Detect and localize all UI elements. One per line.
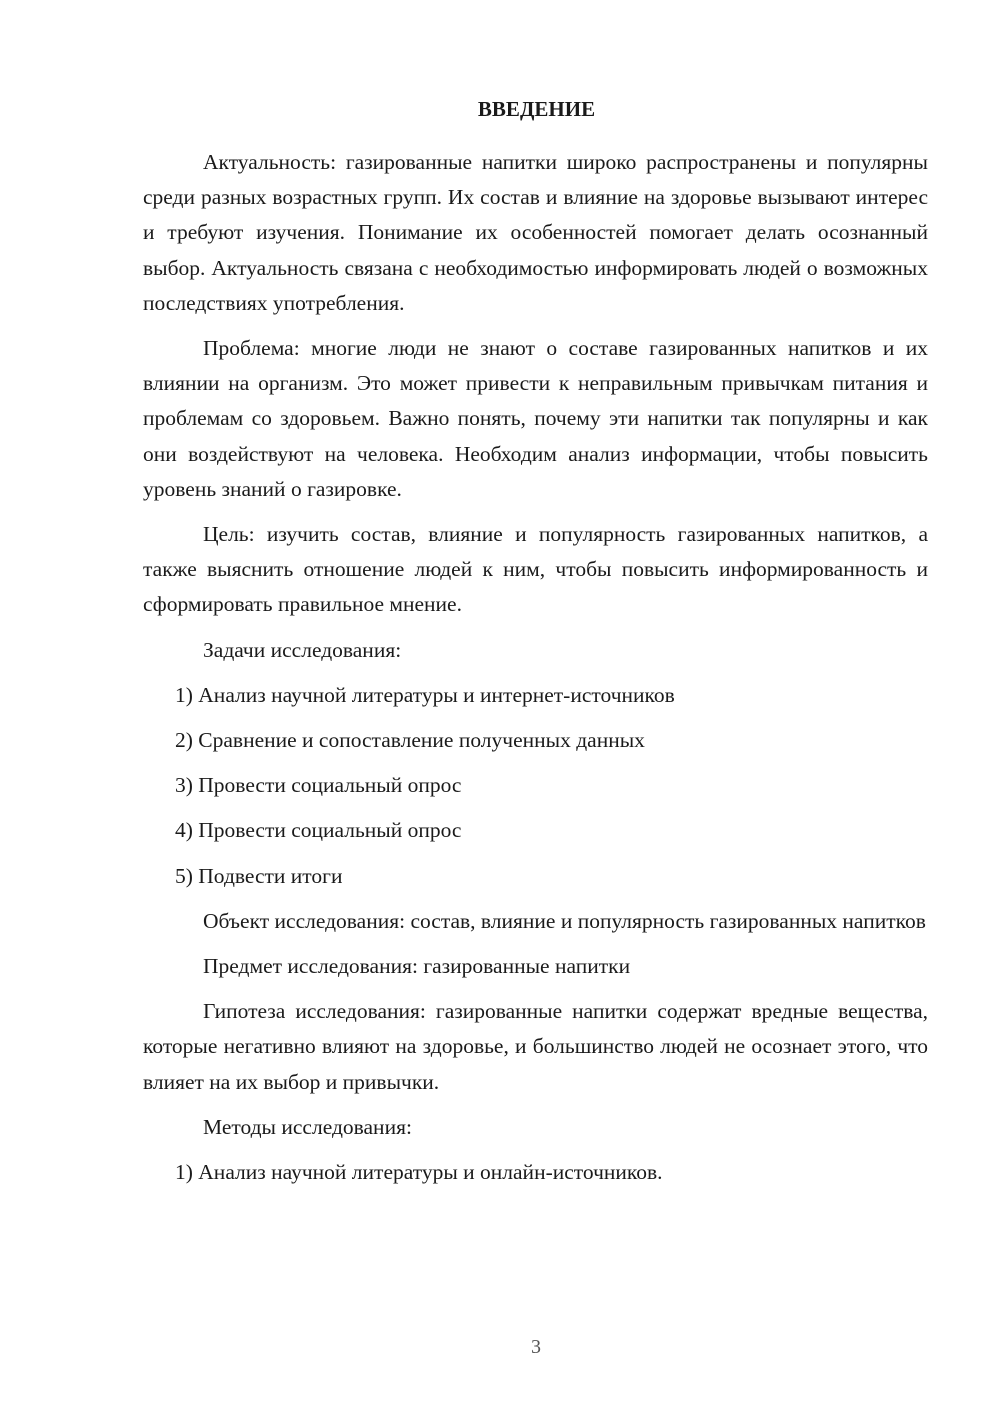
object-paragraph: Объект исследования: состав, влияние и популярность газированных напитков <box>203 908 926 933</box>
subject-paragraph: Предмет исследования: газированные напитки <box>203 954 631 979</box>
tasks-list <box>143 678 928 894</box>
task-item: 3) Провести социальный опрос <box>175 773 462 798</box>
relevance-paragraph: Актуальность: газированные напитки широко распространены и популярны среди разных возрастных групп. Их состав и влияние на здоровье вызывают интерес и требуют изучения. Понимание их особенностей помогает делать осознанный выбор. Актуальность связана с необходимостью информировать людей о возможных последствиях употребления. <box>143 150 928 315</box>
page-number: 3 <box>531 1336 541 1358</box>
goal-paragraph: Цель: изучить состав, влияние и популярность газированных напитков, а также выяснить отношение людей к ним, чтобы повысить информированность и сформировать правильное мнение. <box>143 522 928 617</box>
tasks-heading: Задачи исследования: <box>203 637 402 662</box>
method-item: 1) Анализ научной литературы и онлайн-источников. <box>175 1160 663 1185</box>
task-item: 2) Сравнение и сопоставление полученных данных <box>175 728 645 753</box>
document-page <box>143 95 928 1200</box>
section-title: ВВЕДЕНИЕ <box>477 97 596 121</box>
problem-paragraph: Проблема: многие люди не знают о составе газированных напитков и их влиянии на организм. Это может привести к неправильным привычкам питания и проблемам со здоровьем. Важно понять, почему эти напитки так популярны и как они воздействуют на человека. Необходим анализ информации, чтобы повысить уровень знаний о газировке. <box>143 336 928 501</box>
methods-heading: Методы исследования: <box>203 1114 412 1139</box>
task-item: 1) Анализ научной литературы и интернет-источников <box>175 682 675 707</box>
hypothesis-paragraph: Гипотеза исследования: газированные напитки содержат вредные вещества, которые негативно влияют на здоровье, и большинство людей не осознает этого, что влияет на их выбор и привычки. <box>143 999 928 1094</box>
methods-list <box>143 1155 928 1190</box>
task-item: 4) Провести социальный опрос <box>175 818 462 843</box>
task-item: 5) Подвести итоги <box>175 863 343 888</box>
